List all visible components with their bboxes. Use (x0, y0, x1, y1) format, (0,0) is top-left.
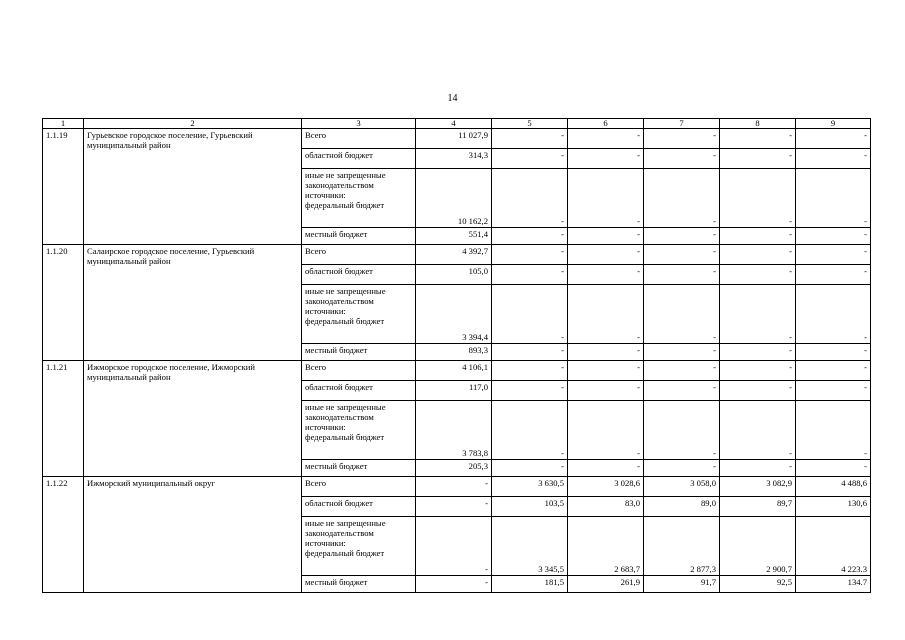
column-header: 3 (302, 119, 416, 129)
value-cell: 893,3 (416, 344, 492, 361)
value-cell: - (568, 401, 644, 460)
value-cell: - (644, 149, 720, 169)
value-cell: 92,5 (720, 576, 796, 593)
value-cell: 3 394,4 (416, 285, 492, 344)
value-cell: - (492, 460, 568, 477)
value-cell: - (568, 381, 644, 401)
row-label-local: местный бюджет (302, 228, 416, 245)
value-cell: 3 058,0 (644, 477, 720, 497)
value-cell: - (568, 460, 644, 477)
value-cell: - (796, 149, 871, 169)
row-label-regional: областной бюджет (302, 149, 416, 169)
value-cell: 103,5 (492, 497, 568, 517)
column-header: 9 (796, 119, 871, 129)
value-cell: 105,0 (416, 265, 492, 285)
section-code: 1.1.19 (43, 129, 84, 245)
value-cell: 4 488,6 (796, 477, 871, 497)
value-cell: - (568, 228, 644, 245)
value-cell: - (644, 245, 720, 265)
value-cell: - (568, 245, 644, 265)
value-cell: - (720, 460, 796, 477)
value-cell: - (416, 477, 492, 497)
other-sources-label: иные не запрещенные законодательством источники: (305, 170, 386, 200)
value-cell: - (720, 169, 796, 228)
value-cell: 205,3 (416, 460, 492, 477)
column-header: 4 (416, 119, 492, 129)
value-cell: - (492, 265, 568, 285)
value-cell: - (416, 497, 492, 517)
value-cell: - (416, 576, 492, 593)
value-cell: - (796, 245, 871, 265)
value-cell: - (568, 285, 644, 344)
value-cell: - (492, 381, 568, 401)
value-cell: - (796, 129, 871, 149)
row-label-federal: федеральный бюджет (305, 316, 385, 326)
row-label-local: местный бюджет (302, 344, 416, 361)
header-row (43, 119, 871, 129)
value-cell: - (644, 361, 720, 381)
other-sources-label: иные не запрещенные законодательством источники: (305, 402, 386, 432)
other-sources-label: иные не запрещенные законодательством источники: (305, 518, 386, 548)
value-cell: - (720, 381, 796, 401)
value-cell: - (796, 285, 871, 344)
value-cell: 117,0 (416, 381, 492, 401)
value-cell: 3 630,5 (492, 477, 568, 497)
funding-table (42, 118, 871, 593)
table-row-total (43, 245, 871, 265)
row-label-total: Всего (302, 245, 416, 265)
row-label-other-sources (302, 169, 416, 228)
value-cell: - (492, 361, 568, 381)
value-cell: - (644, 265, 720, 285)
column-header: 6 (568, 119, 644, 129)
value-cell: - (644, 169, 720, 228)
value-cell: 91,7 (644, 576, 720, 593)
value-cell: - (644, 401, 720, 460)
value-cell: - (568, 129, 644, 149)
value-cell: - (416, 517, 492, 576)
column-header: 2 (84, 119, 302, 129)
value-cell: 10 162,2 (416, 169, 492, 228)
value-cell: 89,0 (644, 497, 720, 517)
value-cell: 314,3 (416, 149, 492, 169)
value-cell: - (796, 361, 871, 381)
value-cell: 3 783,8 (416, 401, 492, 460)
section-code: 1.1.21 (43, 361, 84, 477)
value-cell: - (492, 228, 568, 245)
value-cell: - (492, 149, 568, 169)
value-cell: - (720, 285, 796, 344)
row-label-local: местный бюджет (302, 576, 416, 593)
section-name: Гурьевское городское поселение, Гурьевский муниципальный район (84, 129, 302, 245)
row-label-regional: областной бюджет (302, 497, 416, 517)
value-cell: - (644, 460, 720, 477)
value-cell: 261,9 (568, 576, 644, 593)
value-cell: - (720, 245, 796, 265)
column-header: 7 (644, 119, 720, 129)
value-cell: 3 028,6 (568, 477, 644, 497)
value-cell: - (492, 344, 568, 361)
value-cell: 11 027,9 (416, 129, 492, 149)
value-cell: 2 900,7 (720, 517, 796, 576)
column-header: 8 (720, 119, 796, 129)
row-label-other-sources (302, 285, 416, 344)
row-label-total: Всего (302, 361, 416, 381)
column-header: 1 (43, 119, 84, 129)
value-cell: 551,4 (416, 228, 492, 245)
table-row-total (43, 361, 871, 381)
row-label-local: местный бюджет (302, 460, 416, 477)
value-cell: - (492, 245, 568, 265)
value-cell: 89,7 (720, 497, 796, 517)
row-label-other-sources (302, 517, 416, 576)
value-cell: 2 877,3 (644, 517, 720, 576)
value-cell: - (644, 129, 720, 149)
value-cell: 2 683,7 (568, 517, 644, 576)
value-cell: - (720, 149, 796, 169)
value-cell: - (492, 285, 568, 344)
other-sources-label: иные не запрещенные законодательством источники: (305, 286, 386, 316)
value-cell: - (796, 381, 871, 401)
section-code: 1.1.20 (43, 245, 84, 361)
column-header: 5 (492, 119, 568, 129)
section-name: Салаирское городское поселение, Гурьевский муниципальный район (84, 245, 302, 361)
value-cell: - (568, 149, 644, 169)
value-cell: - (796, 401, 871, 460)
value-cell: - (492, 129, 568, 149)
value-cell: - (492, 169, 568, 228)
row-label-federal: федеральный бюджет (305, 548, 385, 558)
value-cell: 3 082,9 (720, 477, 796, 497)
value-cell: - (720, 265, 796, 285)
value-cell: - (720, 228, 796, 245)
page-number: 14 (447, 93, 458, 104)
row-label-total: Всего (302, 477, 416, 497)
value-cell: - (492, 401, 568, 460)
value-cell: 130,6 (796, 497, 871, 517)
value-cell: - (568, 169, 644, 228)
value-cell: - (720, 344, 796, 361)
value-cell: - (796, 344, 871, 361)
value-cell: - (720, 361, 796, 381)
row-label-regional: областной бюджет (302, 265, 416, 285)
value-cell: - (568, 344, 644, 361)
value-cell: - (720, 129, 796, 149)
row-label-total: Всего (302, 129, 416, 149)
row-label-other-sources (302, 401, 416, 460)
value-cell: 4 223.3 (796, 517, 871, 576)
row-label-federal: федеральный бюджет (305, 432, 385, 442)
table-row-total (43, 129, 871, 149)
value-cell: 3 345,5 (492, 517, 568, 576)
table-row-total (43, 477, 871, 497)
value-cell: - (796, 169, 871, 228)
section-name: Ижморский муниципальный округ (84, 477, 302, 593)
value-cell: - (720, 401, 796, 460)
value-cell: 83,0 (568, 497, 644, 517)
value-cell: - (644, 228, 720, 245)
value-cell: 181,5 (492, 576, 568, 593)
value-cell: - (644, 285, 720, 344)
value-cell: - (796, 228, 871, 245)
value-cell: - (568, 361, 644, 381)
section-name: Ижморское городское поселение, Ижморский муниципальный район (84, 361, 302, 477)
value-cell: - (568, 265, 644, 285)
row-label-federal: федеральный бюджет (305, 200, 385, 210)
value-cell: - (796, 460, 871, 477)
value-cell: 134.7 (796, 576, 871, 593)
value-cell: - (644, 344, 720, 361)
row-label-regional: областной бюджет (302, 381, 416, 401)
section-code: 1.1.22 (43, 477, 84, 593)
value-cell: 4 106,1 (416, 361, 492, 381)
value-cell: 4 392,7 (416, 245, 492, 265)
value-cell: - (644, 381, 720, 401)
value-cell: - (796, 265, 871, 285)
